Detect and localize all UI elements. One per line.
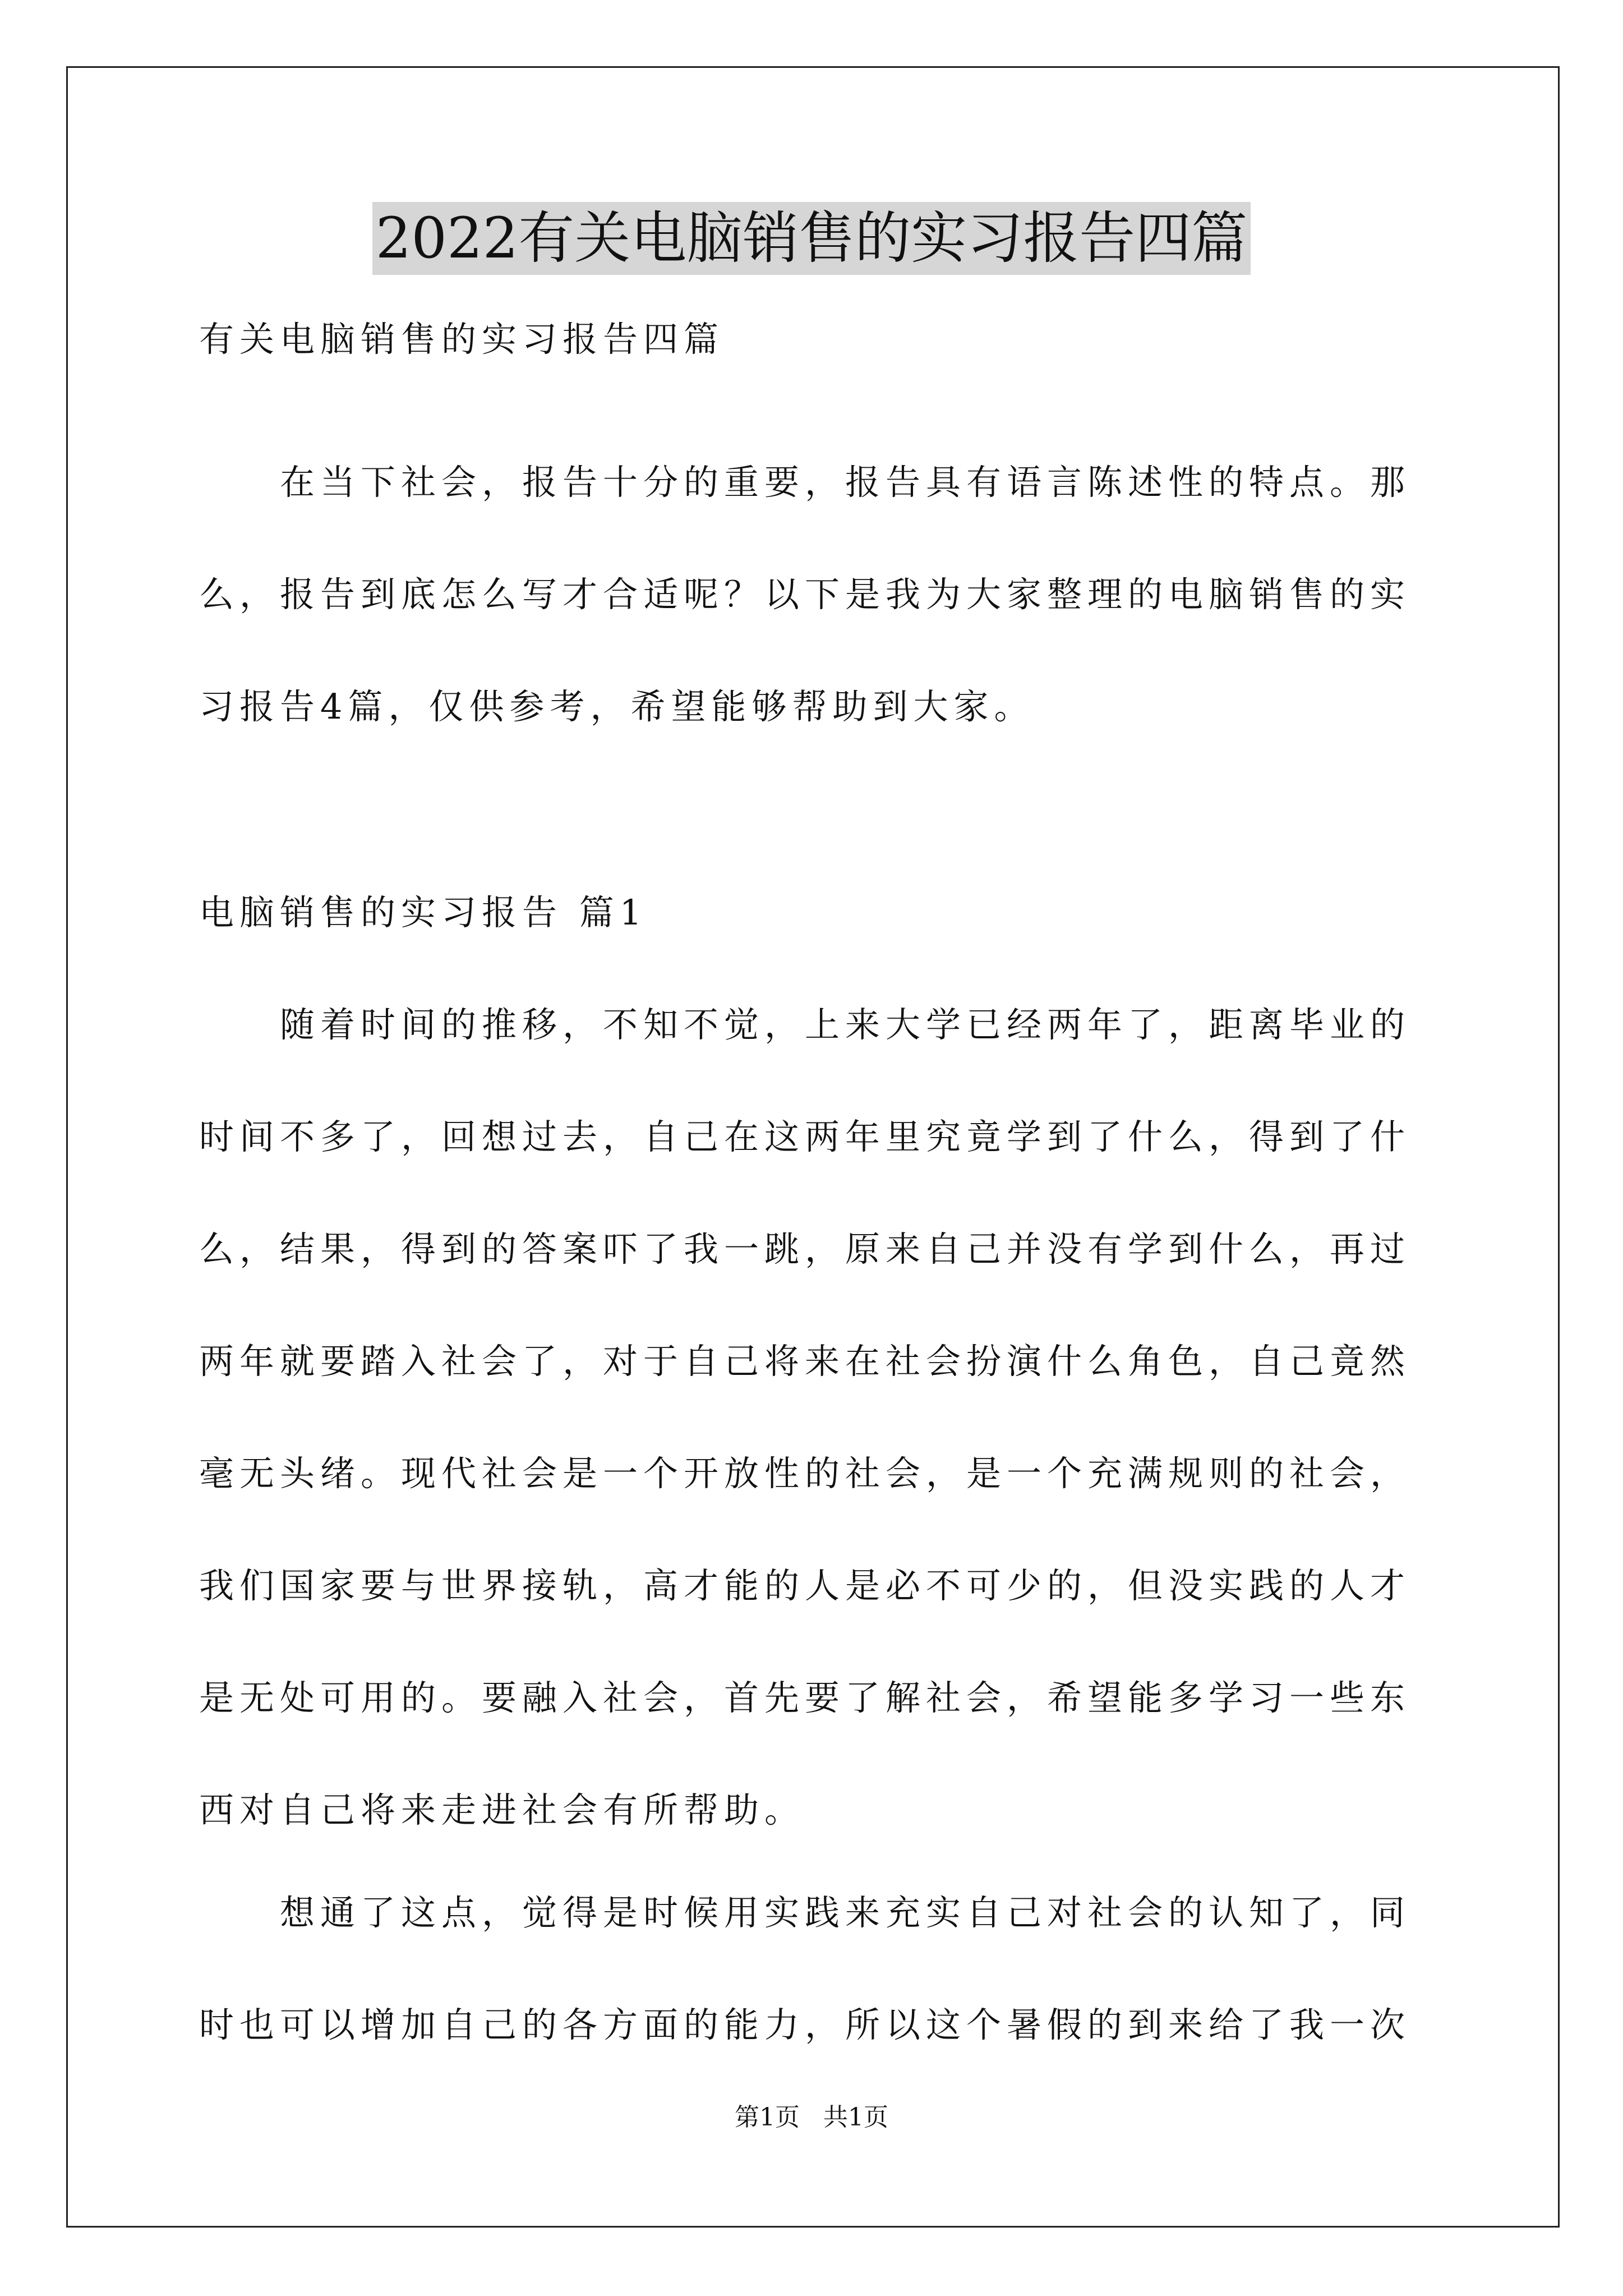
title-container [0, 202, 1623, 275]
paragraph-line: 我们国家要与世界接轨，高才能的人是必不可少的，但没实践的人才 [199, 1565, 1411, 1606]
paragraph-line: 时也可以增加自己的各方面的能力，所以这个暑假的到来给了我一次 [199, 2004, 1411, 2045]
paragraph-line: 时间不多了，回想过去，自己在这两年里究竟学到了什么，得到了什 [199, 1116, 1411, 1157]
paragraph-line: 随着时间的推移，不知不觉，上来大学已经两年了，距离毕业的 [199, 1004, 1411, 1045]
document-title: 2022有关电脑销售的实习报告四篇 [372, 202, 1251, 275]
intro-line: 在当下社会，报告十分的重要，报告具有语言陈述性的特点。那 [199, 462, 1411, 503]
paragraph-line: 毫无头绪。现代社会是一个开放性的社会，是一个充满规则的社会， [199, 1453, 1411, 1494]
section-heading: 电脑销售的实习报告 篇1 [199, 892, 648, 933]
page-total: 共1页 [823, 2103, 888, 2132]
paragraph-line: 想通了这点，觉得是时候用实践来充实自己对社会的认知了，同 [199, 1892, 1411, 1933]
page-number: 第1页 [735, 2103, 800, 2132]
paragraph-line: 两年就要踏入社会了，对于自己将来在社会扮演什么角色，自己竟然 [199, 1341, 1411, 1382]
intro-line: 习报告4篇，仅供参考，希望能够帮助到大家。 [199, 686, 1035, 727]
paragraph-line: 是无处可用的。要融入社会，首先要了解社会，希望能多学习一些东 [199, 1677, 1411, 1718]
paragraph-line: 么，结果，得到的答案吓了我一跳，原来自己并没有学到什么，再过 [199, 1228, 1411, 1269]
paragraph-line: 西对自己将来走进社会有所帮助。 [199, 1789, 805, 1830]
document-subtitle: 有关电脑销售的实习报告四篇 [199, 319, 725, 360]
intro-line: 么，报告到底怎么写才合适呢？以下是我为大家整理的电脑销售的实 [199, 574, 1411, 615]
page-footer [0, 2101, 1623, 2134]
